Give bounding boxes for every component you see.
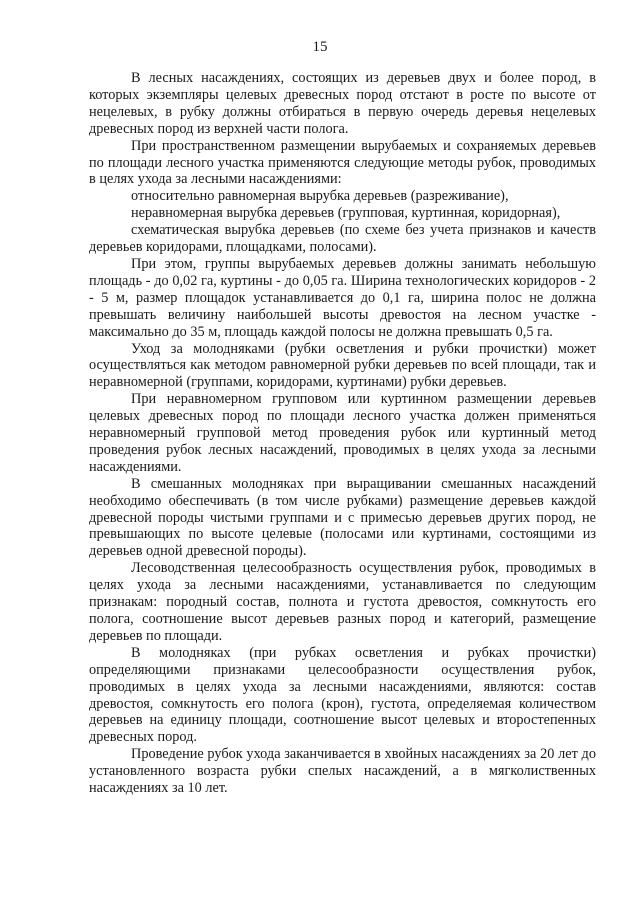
- paragraph-young-stands-criteria: В молодняках (при рубках осветления и рубках прочистки) определяющими признаками целесообразности осуществления рубок, проводимых в целях ухода за лесными насаждениями, являются: состав древостоя, сомкнутость его полога (крон), густота, определяемая количеством деревьев на единицу площади, соотношение высот целевых и второстепенных древесных пород.: [89, 644, 596, 746]
- paragraph-young-stands-care: Уход за молодняками (рубки осветления и рубки прочистки) может осуществляться как методом равномерной рубки деревьев по всей площади, так и неравномерной (группами, коридорами, куртинами) рубки деревьев.: [89, 340, 596, 391]
- paragraph-felling-methods: При пространственном размещении вырубаемых и сохраняемых деревьев по площади лесного участка применяются следующие методы рубок, проводимых в целях ухода за лесными насаждениями:: [89, 137, 596, 188]
- paragraph-silvicultural-expediency: Лесоводственная целесообразность осуществления рубок, проводимых в целях ухода за лесными насаждениями, устанавливается по следующим признакам: породный состав, полнота и густота древостоя, сомкнутость его полога, соотношение высот деревьев разных пород и категорий, размещение деревьев по площади.: [89, 560, 596, 644]
- document-body: [89, 70, 596, 797]
- page-number: 15: [312, 39, 328, 55]
- paragraph-mixed-stands: В лесных насаждениях, состоящих из деревьев двух и более пород, в которых экземпляры целевых древесных пород отстают в росте по высоте от нецелевых, в рубку должны отбираться в первую очередь деревья нецелевых древесных пород из верхней части полога.: [89, 70, 596, 137]
- list-item-nonuniform: неравномерная вырубка деревьев (групповая, куртинная, коридорная),: [131, 205, 561, 222]
- list-item-uniform: относительно равномерная вырубка деревьев (разреживание),: [131, 188, 509, 205]
- list-item-schematic: схематическая вырубка деревьев (по схеме без учета признаков и качеств деревьев коридорами, площадками, полосами).: [89, 222, 596, 256]
- paragraph-mixed-young-stands: В смешанных молодняках при выращивании смешанных насаждений необходимо обеспечивать (в том числе рубками) размещение деревьев каждой древесной породы чистыми группами и с примесью деревьев других пород, не превышающих по высоте целевые (полосами или куртинами, состоящими из деревьев одной древесной породы).: [89, 475, 596, 560]
- paragraph-group-placement: При неравномерном групповом или куртинном размещении деревьев целевых древесных пород по площади лесного участка должен применяться неравномерный групповой метод проведения рубок или куртинный метод проведения рубок лесных насаждений, проводимых в целях ухода за лесными насаждениями.: [89, 391, 596, 475]
- paragraph-group-sizes: При этом, группы вырубаемых деревьев должны занимать небольшую площадь - до 0,02 га, куртины - до 0,05 га. Ширина технологических коридоров - 2 - 5 м, размер площадок устанавливается до 0,1 га, ширина полос не должна превышать величину наибольшей высоты древостоя на лесном участке - максимально до 35 м, площадь каждой полосы не должна превышать 0,5 га.: [89, 255, 596, 340]
- paragraph-care-completion: Проведение рубок ухода заканчивается в хвойных насаждениях за 20 лет до установленного возраста рубки спелых насаждений, а в мягколиственных насаждениях за 10 лет.: [89, 746, 596, 797]
